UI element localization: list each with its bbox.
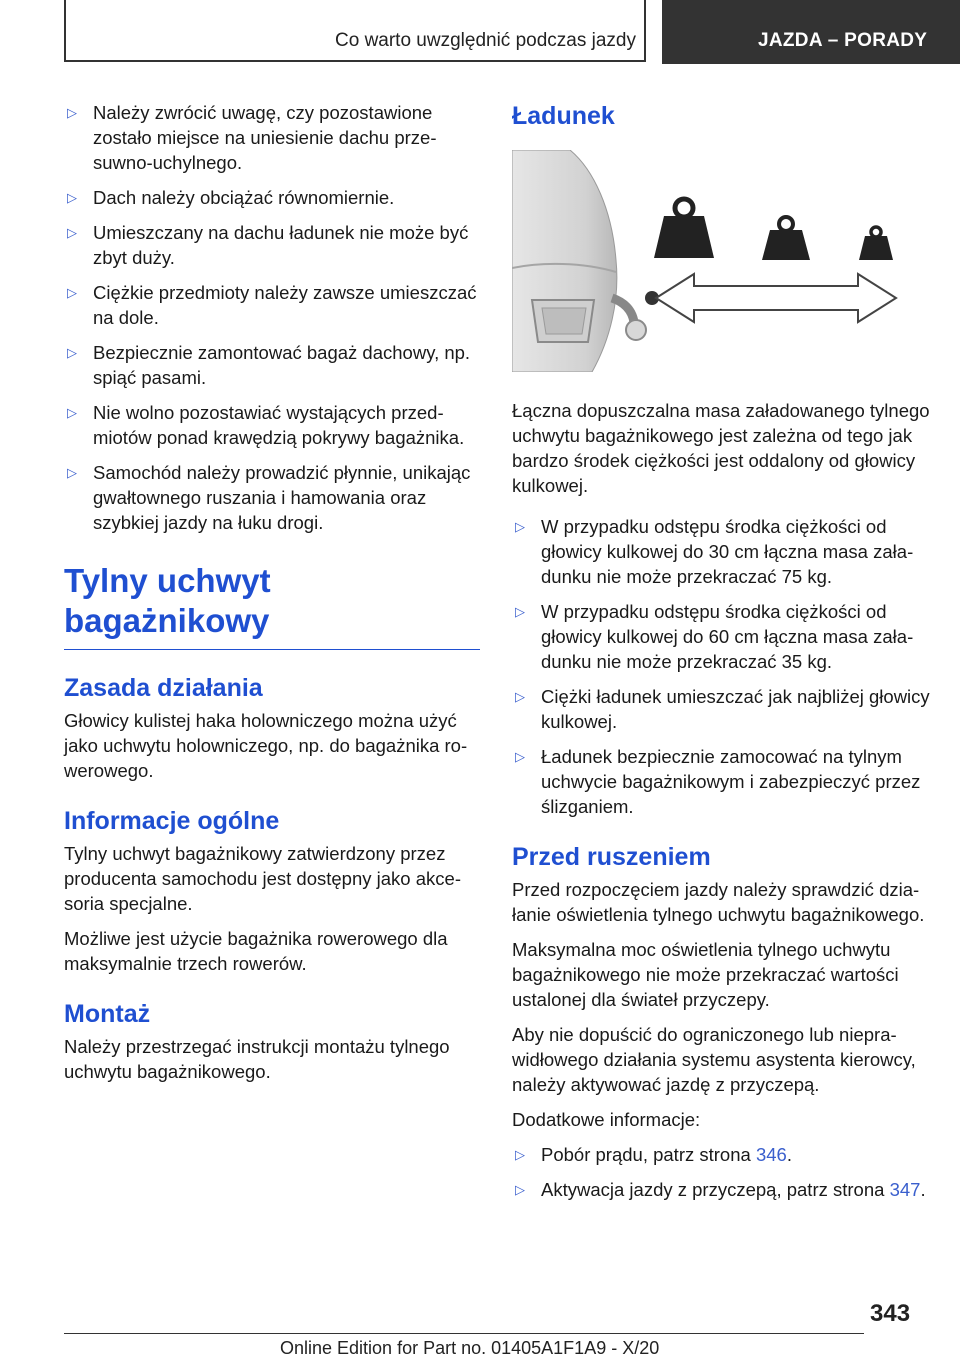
- bullet-triangle-icon: ▷: [515, 689, 525, 704]
- car-rear-bumper: [512, 150, 617, 372]
- right-column: [512, 100, 930, 1212]
- page-number: 343: [870, 1300, 911, 1327]
- list-item: ▷ W przypadku odstępu środka ciężkości od głowicy kulkowej do 30 cm łączna masa załadunku nie może przekraczać 75 kg.: [515, 516, 914, 587]
- list-item: ▷ Należy zwrócić uwagę, czy pozostawione zostało miejsce na uniesienie dachu przesuwno-uchylnego.: [67, 102, 437, 173]
- load-list: [512, 514, 930, 819]
- page-link-346[interactable]: 346: [755, 1144, 787, 1165]
- bullet-triangle-icon: ▷: [67, 405, 77, 420]
- weight-small-icon: [859, 227, 893, 260]
- tow-ball-icon: [612, 291, 659, 340]
- principle-text: Głowicy kulistej haka holowniczego można użyć jako uchwytu holowniczego, np. do bagażnika rowerowego.: [64, 710, 468, 781]
- general-text-1: Tylny uchwyt bagażnikowy zatwierdzony przez producenta samochodu jest dostępny jako akcesoria specjalne.: [64, 843, 461, 914]
- roof-load-list: [64, 100, 480, 535]
- section-tab-label: JAZDA – PORADY: [758, 30, 928, 51]
- bullet-triangle-icon: ▷: [515, 519, 525, 534]
- bullet-triangle-icon: ▷: [67, 285, 77, 300]
- bullet-triangle-icon: ▷: [515, 749, 525, 764]
- list-item: ▷ W przypadku odstępu środka ciężkości od głowicy kulkowej do 60 cm łączna masa załadunku nie może przekraczać 35 kg.: [515, 601, 914, 672]
- bullet-triangle-icon: ▷: [67, 345, 77, 360]
- mount-heading: Montaż: [64, 1000, 151, 1028]
- load-heading: Ładunek: [512, 102, 615, 130]
- distance-arrow-icon: [656, 274, 896, 322]
- bullet-triangle-icon: ▷: [67, 225, 77, 240]
- list-item: ▷ Dach należy obciążać równomiernie.: [67, 187, 395, 208]
- list-item: ▷ Aktywacja jazdy z przyczepą, patrz strona 347.: [515, 1179, 926, 1200]
- section-tab: [662, 0, 960, 64]
- reference-list: [512, 1142, 930, 1202]
- list-item: ▷ Ładunek bezpiecznie zamocować na tylnym uchwycie bagażnikowym i zabezpieczyć przez ślizganiem.: [515, 746, 921, 817]
- bullet-triangle-icon: ▷: [515, 1182, 525, 1197]
- bullet-triangle-icon: ▷: [67, 190, 77, 205]
- before-text-1: Przed rozpoczęciem jazdy należy sprawdzić działanie oświetlenia tylnego uchwytu bagażnikowego.: [512, 879, 925, 925]
- page-link-347[interactable]: 347: [889, 1179, 921, 1200]
- left-column: [64, 100, 480, 1094]
- list-item: ▷ Samochód należy prowadzić płynnie, unikając gwałtownego ruszania i hamowania oraz szybkiej jazdy na łuku drogi.: [67, 462, 471, 533]
- footer-edition: Online Edition for Part no. 01405A1F1A9 - X/20: [280, 1338, 660, 1358]
- mount-text: Należy przestrzegać instrukcji montażu tylnego uchwytu bagażnikowego.: [64, 1036, 450, 1082]
- weight-large-icon: [654, 199, 714, 258]
- bullet-triangle-icon: ▷: [67, 465, 77, 480]
- before-text-2: Maksymalna moc oświetlenia tylnego uchwytu bagażnikowego nie może przekraczać wartości ustalonej dla świateł przyczepy.: [512, 939, 899, 1010]
- principle-heading: Zasada działania: [64, 674, 263, 702]
- footer-divider: [64, 1333, 864, 1334]
- list-item: ▷ Umieszczany na dachu ładunek nie może być zbyt duży.: [67, 222, 469, 268]
- list-item: ▷ Bezpiecznie zamontować bagaż dachowy, np. spiąć pasami.: [67, 342, 471, 388]
- load-text: Łączna dopuszczalna masa załadowanego tylnego uchwytu bagażnikowego jest zależna od tego jak bardzo środek ciężkości jest oddalony od głowicy kulkowej.: [512, 400, 930, 496]
- more-info-label: Dodatkowe informacje:: [512, 1109, 701, 1130]
- chapter-title: Tylny uchwyt bagażnikowy: [64, 561, 480, 650]
- general-text-2: Możliwe jest użycie bagażnika rowerowego dla maksymalnie trzech rowerów.: [64, 928, 448, 974]
- before-heading: Przed ruszeniem: [512, 843, 711, 871]
- list-item: ▷ Ciężki ładunek umieszczać jak najbliżej głowicy kulkowej.: [515, 686, 930, 732]
- bullet-triangle-icon: ▷: [67, 105, 77, 120]
- general-heading: Informacje ogólne: [64, 807, 280, 835]
- list-item: ▷ Ciężkie przedmioty należy zawsze umieszczać na dole.: [67, 282, 477, 328]
- bullet-triangle-icon: ▷: [515, 604, 525, 619]
- before-text-3: Aby nie dopuścić do ograniczonego lub nieprawidłowego działania systemu asystenta kierowcy, należy aktywować jazdę z przyczepą.: [512, 1024, 916, 1095]
- weight-medium-icon: [762, 217, 810, 260]
- running-title: Co warto uwzględnić podczas jazdy: [335, 30, 636, 51]
- list-item: ▷ Pobór prądu, patrz strona 346.: [515, 1144, 792, 1165]
- list-item: ▷ Nie wolno pozostawiać wystających przedmiotów ponad krawędzią pokrywy bagażnika.: [67, 402, 465, 448]
- bullet-triangle-icon: ▷: [515, 1147, 525, 1162]
- tow-hook-load-illustration: [512, 150, 930, 372]
